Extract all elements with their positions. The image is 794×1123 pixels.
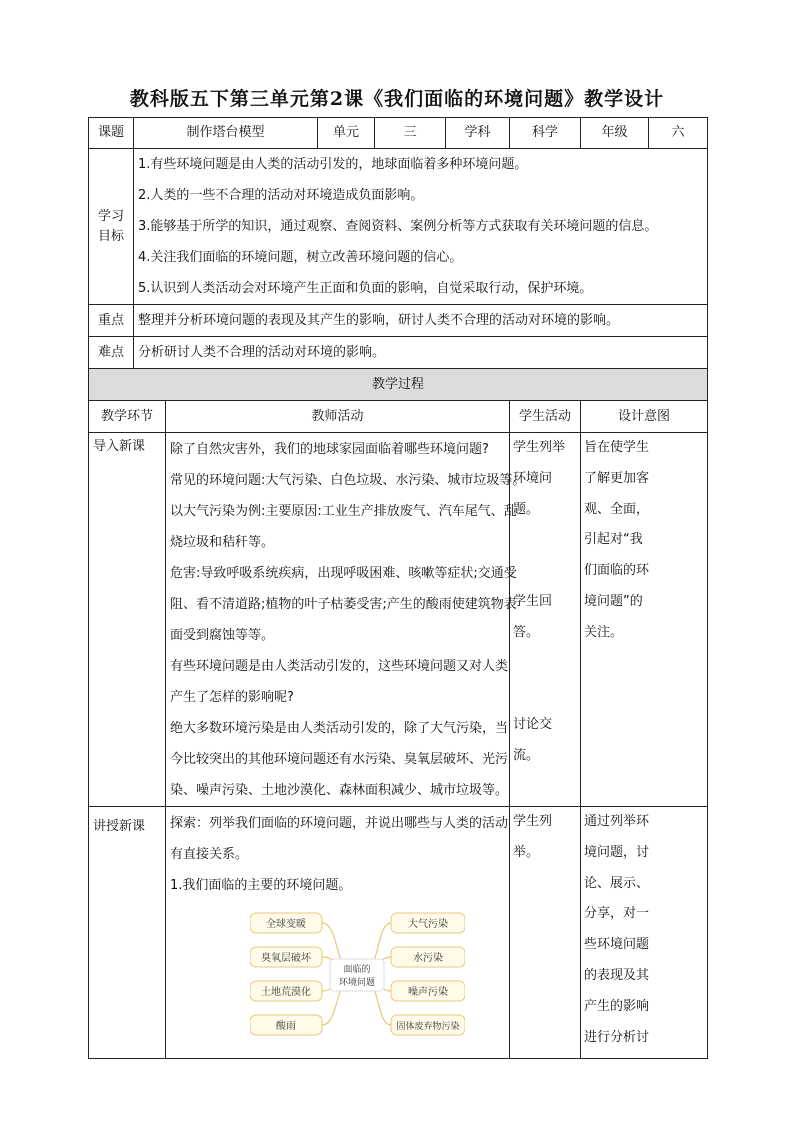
process-title: 教学过程 bbox=[89, 369, 708, 401]
intent-line: 些环境问题 bbox=[584, 937, 650, 953]
new-lesson-row bbox=[89, 807, 708, 1059]
teacher-line: 1.我们面临的主要的环境问题。 bbox=[170, 878, 352, 893]
student-line: 学生列举 bbox=[513, 440, 566, 455]
mindmap-center-line: 环境问题 bbox=[338, 978, 376, 988]
goals-content bbox=[134, 149, 708, 305]
col-teacher-header: 教师活动 bbox=[166, 401, 510, 433]
new-intent bbox=[581, 807, 708, 1059]
goal-item: 3.能够基于所学的知识，通过观察、查阅资料、案例分析等方式获取有关环境问题的信息。 bbox=[138, 219, 658, 234]
intent-line: 境问题，讨 bbox=[584, 844, 650, 860]
intro-student bbox=[510, 433, 581, 807]
difficulty-label: 难点 bbox=[89, 337, 134, 369]
intent-line: 产生的影响 bbox=[584, 998, 650, 1014]
col-student-header: 学生活动 bbox=[510, 401, 581, 433]
teacher-line: 常见的环境问题:大气污染、白色垃圾、水污染、城市垃圾等。 bbox=[170, 473, 526, 488]
mindmap-node-left: 酸雨 bbox=[276, 1021, 296, 1032]
intent-line: 的表现及其 bbox=[584, 967, 650, 983]
goal-item: 2.人类的一些不合理的活动对环境造成负面影响。 bbox=[138, 188, 424, 203]
intent-line: 关注。 bbox=[584, 624, 624, 640]
intro-row bbox=[89, 433, 708, 807]
intent-line: 了解更加客 bbox=[584, 470, 650, 486]
intent-line: 境问题”的 bbox=[584, 593, 643, 609]
teacher-line: 除了自然灾害外，我们的地球家园面临着哪些环境问题? bbox=[170, 442, 489, 457]
col-intent-header: 设计意图 bbox=[581, 401, 708, 433]
mindmap-node-right: 固体废弃物污染 bbox=[396, 1022, 460, 1032]
teacher-line: 烧垃圾和秸秆等。 bbox=[170, 535, 275, 550]
intent-line: 引起对“我 bbox=[584, 532, 643, 548]
header-row bbox=[89, 118, 708, 149]
subject-value: 科学 bbox=[510, 118, 581, 149]
key-point-text: 整理并分析环境问题的表现及其产生的影响，研讨人类不合理的活动对环境的影响。 bbox=[134, 305, 708, 337]
unit-label: 单元 bbox=[318, 118, 375, 149]
key-point-label: 重点 bbox=[89, 305, 134, 337]
goal-item: 1.有些环境问题是由人类的活动引发的，地球面临着多种环境问题。 bbox=[138, 157, 528, 172]
teacher-line: 今比较突出的其他环境问题还有水污染、臭氧层破坏、光污 bbox=[170, 752, 509, 767]
goals-label-line: 目标 bbox=[97, 228, 124, 244]
mindmap-node-left: 臭氧层破坏 bbox=[261, 953, 311, 964]
teacher-line: 产生了怎样的影响呢? bbox=[170, 690, 294, 705]
mindmap-node-right: 水污染 bbox=[413, 953, 443, 964]
intent-line: 观、全面， bbox=[584, 501, 650, 517]
student-line bbox=[513, 525, 577, 556]
student-line: 环境问题。 bbox=[513, 470, 553, 517]
student-line: 讨论交流。 bbox=[513, 717, 553, 763]
mindmap-left-nodes bbox=[250, 913, 322, 1035]
intro-intent bbox=[581, 433, 708, 807]
goals-label-line: 学习 bbox=[97, 208, 124, 224]
lesson-value: 制作塔台模型 bbox=[134, 118, 318, 149]
student-line bbox=[513, 649, 577, 680]
student-line bbox=[513, 556, 577, 587]
mindmap-center bbox=[330, 959, 384, 991]
new-stage: 讲授新课 bbox=[89, 807, 166, 1059]
difficulty-row bbox=[89, 337, 708, 369]
subject-label: 学科 bbox=[446, 118, 510, 149]
intent-line: 分享，对一 bbox=[584, 906, 650, 922]
grade-value: 六 bbox=[649, 118, 708, 149]
intent-line: 旨在使学生 bbox=[584, 440, 650, 455]
teacher-line: 阻、看不清道路;植物的叶子枯萎受害;产生的酸雨使建筑物表 bbox=[170, 597, 517, 612]
col-stage-header: 教学环节 bbox=[89, 401, 166, 433]
mindmap-node-left: 全球变暖 bbox=[266, 919, 306, 930]
difficulty-text: 分析研讨人类不合理的活动对环境的影响。 bbox=[134, 337, 708, 369]
document-title: 教科版五下第三单元第2课《我们面临的环境问题》教学设计 bbox=[129, 88, 665, 110]
intro-stage: 导入新课 bbox=[89, 433, 166, 807]
mindmap-node-left: 土地荒漠化 bbox=[261, 987, 311, 998]
lesson-plan-table bbox=[88, 117, 708, 1059]
mindmap-node-right: 大气污染 bbox=[408, 919, 448, 930]
goal-item: 4.关注我们面临的环境问题，树立改善环境问题的信心。 bbox=[138, 250, 463, 265]
teacher-line: 染、噪声污染、土地沙漠化、森林面积减少、城市垃圾等。 bbox=[170, 783, 509, 798]
teacher-line: 绝大多数环境污染是由人类活动引发的，除了大气污染，当 bbox=[170, 721, 509, 736]
goals-label bbox=[89, 149, 134, 305]
mindmap-right-nodes bbox=[391, 913, 465, 1035]
key-point-row bbox=[89, 305, 708, 337]
teacher-line: 危害:导致呼吸系统疾病，出现呼吸困难、咳嗽等症状;交通受 bbox=[170, 566, 517, 581]
teacher-line: 有些环境问题是由人类活动引发的，这些环境问题又对人类 bbox=[170, 659, 509, 674]
process-header-row bbox=[89, 401, 708, 433]
environment-mindmap bbox=[250, 911, 465, 1039]
teacher-line: 面受到腐蚀等等。 bbox=[170, 628, 275, 643]
teacher-line: 有直接关系。 bbox=[170, 847, 249, 862]
intent-line: 论、展示、 bbox=[584, 875, 650, 891]
unit-value: 三 bbox=[375, 118, 446, 149]
process-title-row bbox=[89, 369, 708, 401]
mindmap-center-line: 面临的 bbox=[343, 965, 371, 975]
mindmap-node-right: 噪声污染 bbox=[408, 987, 448, 998]
intent-line: 进行分析讨 bbox=[584, 1029, 650, 1045]
student-line: 学生回答。 bbox=[513, 593, 553, 640]
new-student bbox=[510, 807, 581, 1059]
lesson-label: 课题 bbox=[89, 118, 134, 149]
student-line bbox=[513, 679, 577, 710]
intro-teacher bbox=[166, 433, 526, 807]
new-teacher bbox=[166, 807, 510, 1059]
grade-label: 年级 bbox=[581, 118, 649, 149]
intent-line: 通过列举环 bbox=[584, 814, 650, 829]
teacher-line: 以大气污染为例:主要原因:工业生产排放废气、汽车尾气、乱 bbox=[170, 504, 517, 519]
student-line: 学生列举。 bbox=[513, 814, 553, 860]
intent-line: 们面临的环 bbox=[584, 563, 650, 579]
teacher-line: 探索：列举我们面临的环境问题，并说出哪些与人类的活动 bbox=[170, 816, 509, 831]
goals-row bbox=[89, 149, 708, 305]
goal-item: 5.认识到人类活动会对环境产生正面和负面的影响，自觉采取行动，保护环境。 bbox=[138, 281, 593, 296]
